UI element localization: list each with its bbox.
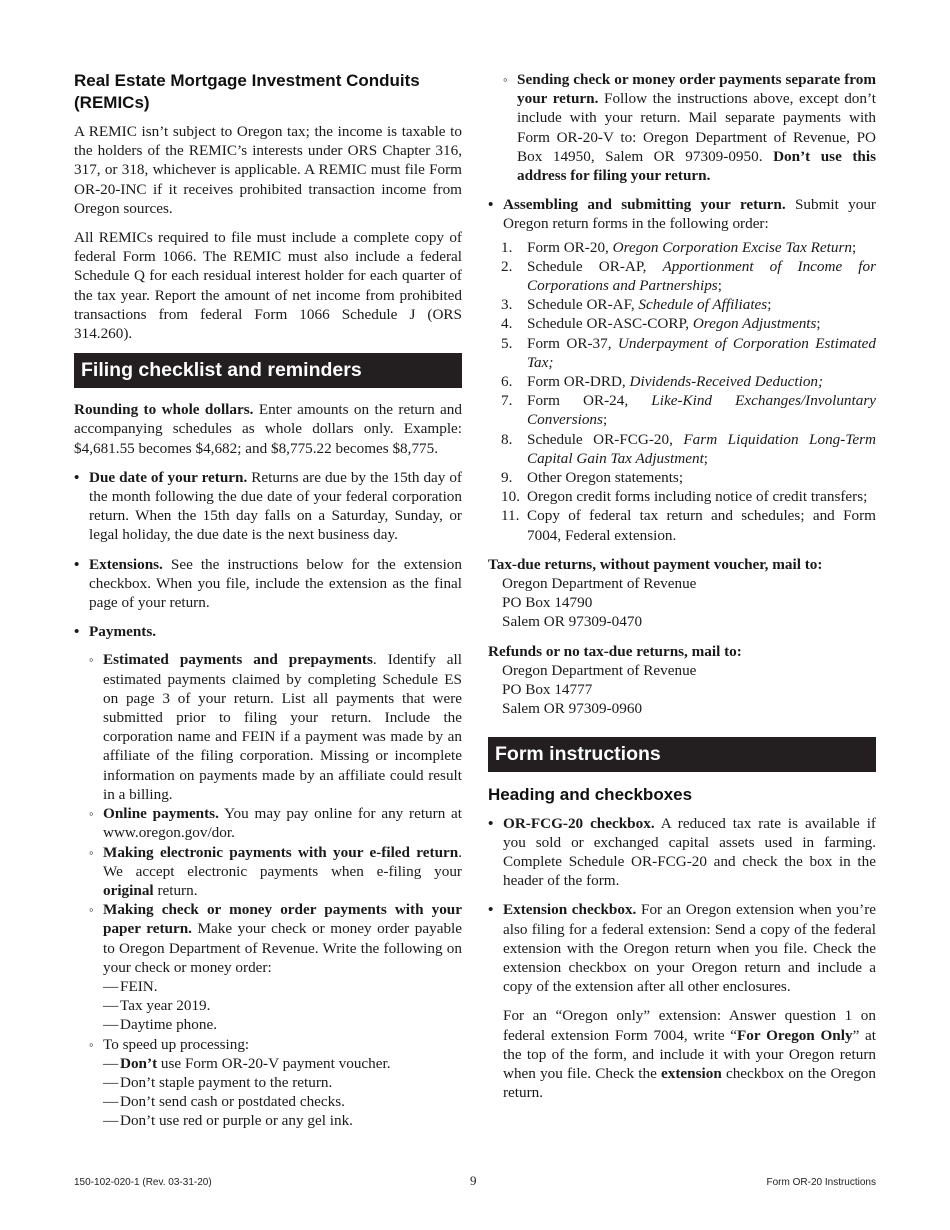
payments-subitems-continued [503,70,876,185]
online-payments-item [89,804,462,842]
extbox-text: For an Oregon extension when you’re also filing for a federal extension: Send a copy of the federal extension with the Oregon return when you file. Check the extension checkbox on your Oregon return and include a copy of the extension after all other enclosures. [503,901,876,996]
online-lead: Online payments. [103,805,219,823]
item-number: 8. [501,430,513,448]
form-order-item [488,334,876,372]
item-number: 5. [501,334,513,352]
form-order-item [488,506,876,544]
due-lead: Due date of your return. [89,468,248,486]
footer-title: Form OR-20 Instructions [766,1177,876,1188]
item-title: Dividends-Received Deduction; [629,373,824,391]
item-title: Oregon Adjustments [692,315,817,333]
rounding-lead: Rounding to whole dollars. [74,401,254,419]
item-form: Schedule OR-FCG-20, [527,430,684,448]
elec-bold: original [103,881,154,899]
elec-lead: Making electronic payments with your e-filed return [103,843,459,861]
oregon-only-paragraph [503,1006,876,1102]
speed-detail: — Don’t use red or purple or any gel ink. [103,1111,462,1130]
item-form: Form OR-24, [527,392,652,410]
assemble-text: Submit your Oregon return forms in the following order: [503,196,876,233]
item-title: Farm Liquidation Long-Term Capital Gain Tax Adjustment [527,430,876,467]
item-punct: ; [816,315,821,333]
extensions-item [74,555,462,613]
fcg-text: A reduced tax rate is available if you sold or exchanged capital assets used in farming. Complete Schedule OR-FCG-20 and check the box in the header of the form. [503,814,876,890]
form-order-item [488,257,876,295]
elec-text-1: . We accept electronic payments when e-filing your [103,843,462,880]
sep-tail: Don’t use this address for filing your return. [517,147,877,185]
fcg-checkbox-item [488,814,876,891]
estimated-payments-item [89,650,462,804]
rounding-paragraph [74,400,462,458]
form-order-item [488,487,876,506]
form-instructions-banner: Form instructions [488,737,876,772]
item-form: Form OR-DRD, [527,373,630,391]
footer-form-number: 150-102-020-1 (Rev. 03-31-20) [74,1177,212,1188]
est-lead: Estimated payments and prepayments [103,651,373,669]
item-punct: ; [767,296,772,314]
remic-heading: Real Estate Mortgage Investment Conduits (REMICs) [74,71,420,112]
speed-detail [103,1054,462,1073]
speed-detail: — Don’t staple payment to the return. [103,1073,462,1092]
check-detail: — Tax year 2019. [103,996,462,1015]
extbox-lead: Extension checkbox. [503,901,637,919]
item-form: Form OR-20, [527,238,613,256]
item-punct: ; [717,277,722,295]
oo-text-3: checkbox on the Oregon return. [503,1064,876,1102]
form-order-list [488,238,876,545]
item-form: Oregon credit forms including notice of credit transfers; [527,488,868,506]
address-line: Oregon Department of Revenue [502,575,697,593]
item-title: Like-Kind Exchanges/Involuntary Conversions [527,392,876,429]
form-order-item [488,391,876,429]
assemble-bullets [488,195,876,233]
heading-checkboxes-title: Heading and checkboxes [488,784,693,804]
item-form: Schedule OR-AP, [527,257,663,275]
address-line: Salem OR 97309-0960 [502,700,643,718]
remic-paragraph-1: A REMIC isn’t subject to Oregon tax; the income is taxable to the holders of the REMIC’s interests under ORS Chapter 316, 317, or 318, whichever is applicable. A REMIC must file Form OR-20-INC if it receives prohibited transaction income from Oregon sources. [74,123,462,217]
checklist-banner: Filing checklist and reminders [74,353,462,388]
speed-first-rest: use Form OR-20-V payment voucher. [157,1054,391,1072]
electronic-payments-item [89,843,462,901]
check-detail: — Daytime phone. [103,1015,462,1034]
item-number: 6. [501,373,513,391]
oo-bold: For Oregon Only [737,1026,853,1044]
ext-lead: Extensions. [89,555,163,573]
speed-first-bold: Don’t [120,1054,158,1072]
ext-text: See the instructions below for the extension checkbox. When you file, include the extension as the final page of your return. [89,555,462,612]
item-number: 3. [501,296,513,314]
item-number: 1. [501,238,513,256]
item-form: Other Oregon statements; [527,469,684,487]
item-title: Schedule of Affiliates [638,296,768,314]
separate-payments-item [503,70,876,185]
assemble-lead: Assembling and submitting your return. [503,196,786,214]
form-order-item [488,295,876,314]
item-form: Copy of federal tax return and schedules; and Form 7004, Federal extension. [527,507,876,544]
item-form: Form OR-37, [527,334,618,352]
item-number: 7. [501,392,513,410]
footer-page-number: 9 [470,1173,477,1188]
oo-bold-2: extension [661,1064,722,1082]
left-column [74,70,462,1141]
online-text: You may pay online for any return at www.oregon.gov/dor. [103,805,463,842]
remic-paragraph-2: All REMICs required to file must include a complete copy of federal Form 1066. The REMIC must also include a federal Schedule Q for each residual interest holder for each quarter of the tax year. Report the amount of net income from prohibited transactions from federal Form 1066 Schedule J (ORS 314.260). [74,229,462,343]
address-line: Oregon Department of Revenue [502,661,697,679]
form-order-item [488,468,876,487]
oo-text-2: ” at the top of the form, and include it with your Oregon return when you file. Check the [503,1026,876,1082]
item-punct: ; [703,449,709,467]
payments-item [74,622,462,1130]
extension-checkbox-item [488,900,876,1102]
item-title: Oregon Corporation Excise Tax Return [612,238,852,256]
tax-due-address [488,555,876,632]
due-text: Returns are due by the 15th day of the month following the due date of your federal corporation return. When the 15th day falls on a Saturday, Sunday, or legal holiday, the due date is the next business day. [89,468,462,544]
sep-text: Follow the instructions above, except don’t include with your return. Mail separate payments with Form OR-20-V to: Oregon Department of Revenue, PO Box 14950, Salem OR 97309-0950. [517,90,876,165]
item-number: 11. [501,507,520,525]
item-form: Schedule OR-ASC-CORP, [527,315,693,333]
assemble-item [488,195,876,233]
check-payments-item [89,900,462,1034]
item-title: Apportionment of Income for Corporations and Partnerships [527,257,876,295]
item-form: Schedule OR-AF, [527,296,639,314]
checklist-bullets [74,468,462,1131]
elec-text-2: return. [153,881,198,899]
sep-lead: Sending check or money order payments separate from your return. [517,71,876,108]
payments-subitems [89,650,462,1130]
speed-text: To speed up processing: [103,1035,250,1053]
item-number: 4. [501,315,513,333]
form-order-item [488,238,876,257]
item-number: 9. [501,469,513,487]
rounding-text: Enter amounts on the return and accompanying schedules as whole dollars only. Example: $4,681.55 becomes $4,682; and $8,775.22 becomes $8,775. [74,401,462,457]
form-order-item [488,314,876,333]
fcg-lead: OR-FCG-20 checkbox. [503,814,655,832]
check-detail: — FEIN. [103,977,462,996]
form-order-item [488,430,876,468]
check-lead: Making check or money order payments with your paper return. [103,901,462,938]
address-line: PO Box 14790 [502,594,593,612]
refund-label: Refunds or no tax-due returns, mail to: [488,642,742,660]
form-order-item [488,372,876,391]
right-column [488,70,876,1112]
checkbox-bullets [488,814,876,1103]
item-title: Underpayment of Corporation Estimated Tax; [527,334,876,371]
item-number: 2. [501,257,513,275]
tax-due-label: Tax-due returns, without payment voucher, mail to: [488,555,823,573]
oo-text-1: For an “Oregon only” extension: Answer question 1 on federal extension Form 7004, write “ [503,1007,876,1044]
item-number: 10. [501,488,520,506]
item-punct: ; [851,238,857,256]
check-text: Make your check or money order payable to Oregon Department of Revenue. Write the following on your check or money order: [103,920,463,976]
refund-address [488,642,876,719]
address-line: PO Box 14777 [502,681,593,699]
due-date-item [74,468,462,545]
est-text: . Identify all estimated payments claimed by completing Schedule ES on page 3 of your return. List all payments that were submitted prior to filing your return. Include the corporation name and FEIN if a payment was made by an affiliate of the filing corporation. Missing or incomplete information on payments made by an affiliate could result in a billing. [103,651,462,803]
speed-detail: — Don’t send cash or postdated checks. [103,1092,462,1111]
item-punct: ; [602,411,608,429]
payments-lead: Payments. [89,623,157,641]
address-line: Salem OR 97309-0470 [502,613,643,631]
speed-processing-item [89,1035,462,1131]
